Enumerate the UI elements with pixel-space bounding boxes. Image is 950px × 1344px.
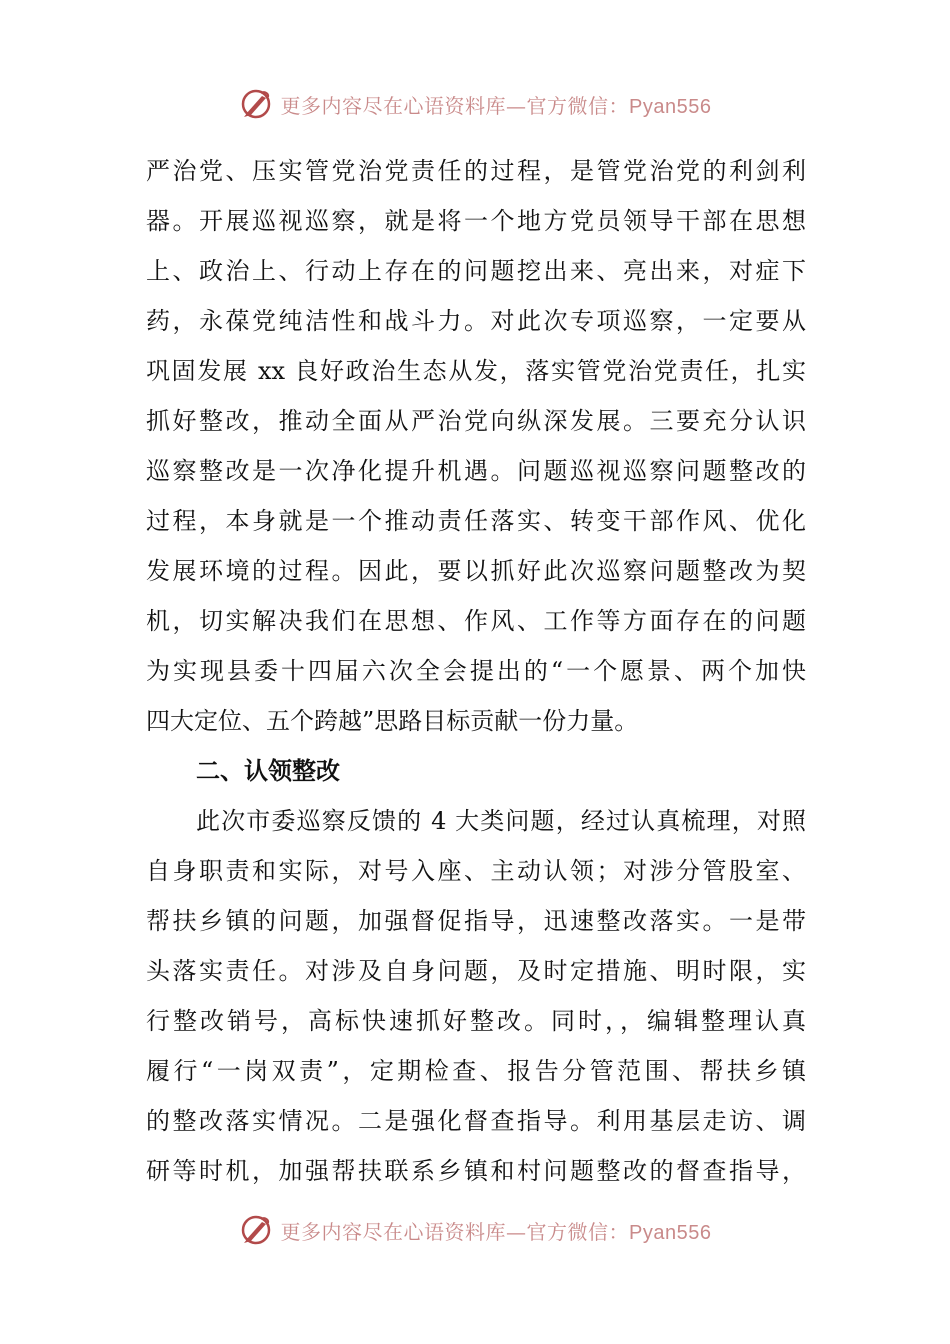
body-line: 药，永葆党纯洁性和战斗力。对此次专项巡察，一定要从 xyxy=(146,307,806,335)
body-line: 行整改销号，高标快速抓好整改。同时，，编辑整理认真 xyxy=(146,1007,806,1035)
body-line: 头落实责任。对涉及自身问题，及时定措施、明时限，实 xyxy=(146,957,806,985)
pen-logo-icon xyxy=(239,1213,273,1247)
document-body xyxy=(146,146,806,1196)
body-line: 抓好整改，推动全面从严治党向纵深发展。三要充分认识 xyxy=(146,407,806,435)
body-line: 四大定位、五个跨越”思路目标贡献一份力量。 xyxy=(146,707,639,735)
banner-wechat-id: Pyan556 xyxy=(629,1221,712,1244)
body-line: 上、政治上、行动上存在的问题挖出来、亮出来，对症下 xyxy=(146,257,806,285)
banner-caption: 更多内容尽在心语资料库—官方微信： xyxy=(280,93,630,118)
body-line: 器。开展巡视巡察，就是将一个地方党员领导干部在思想 xyxy=(146,207,806,235)
body-line: 研等时机，加强帮扶联系乡镇和村问题整改的督查指导， xyxy=(146,1157,806,1185)
body-line: 发展环境的过程。因此，要以抓好此次巡察问题整改为契 xyxy=(146,557,806,585)
body-line: 的整改落实情况。二是强化督查指导。利用基层走访、调 xyxy=(146,1107,806,1135)
body-line: 巩固发展 xx 良好政治生态从发，落实管党治党责任，扎实 xyxy=(146,357,806,385)
section-heading: 二、认领整改 xyxy=(196,757,340,785)
footer-banner xyxy=(0,1210,950,1250)
body-line: 帮扶乡镇的问题，加强督促指导，迅速整改落实。一是带 xyxy=(146,907,806,935)
body-line: 巡察整改是一次净化提升机遇。问题巡视巡察问题整改的 xyxy=(146,457,806,485)
header-banner xyxy=(0,84,950,124)
body-line: 自身职责和实际，对号入座、主动认领；对涉分管股室、 xyxy=(146,857,806,885)
banner-caption: 更多内容尽在心语资料库—官方微信： xyxy=(280,1219,630,1244)
banner-text xyxy=(281,1216,712,1245)
body-line: 履行“一岗双责”，定期检查、报告分管范围、帮扶乡镇 xyxy=(146,1057,806,1085)
banner-text xyxy=(281,90,712,119)
body-line: 机，切实解决我们在思想、作风、工作等方面存在的问题 xyxy=(146,607,806,635)
banner-wechat-id: Pyan556 xyxy=(629,95,712,118)
body-line: 严治党、压实管党治党责任的过程，是管党治党的利剑利 xyxy=(146,157,806,185)
body-line: 为实现县委十四届六次全会提出的“一个愿景、两个加快 xyxy=(146,657,806,685)
body-line: 此次市委巡察反馈的 4 大类问题，经过认真梳理，对照 xyxy=(196,807,806,835)
pen-logo-icon xyxy=(239,87,273,121)
body-line: 过程，本身就是一个推动责任落实、转变干部作风、优化 xyxy=(146,507,806,535)
